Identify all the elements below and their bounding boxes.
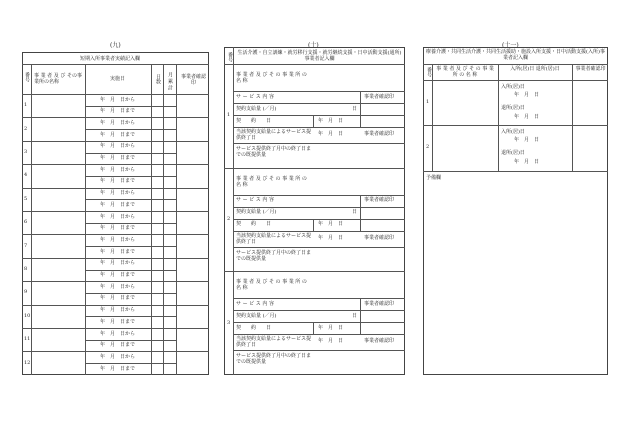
section-9-row-number: 8: [24, 266, 28, 272]
section-10-end-label: サービス提供終了月中の終了日までの既提供量: [236, 249, 312, 262]
section-10-contract-date-label: 契 約 日: [236, 221, 272, 228]
section-10-day-unit: 日: [352, 312, 358, 319]
section-9-row-number: 11: [24, 336, 31, 343]
section-10-service-label: サ ー ビ ス 内 容: [236, 197, 274, 204]
section-11-col-name: 事 業 者 及 び そ の 事 業 所 の 名 称: [436, 66, 494, 78]
section-10-name-label: 事 業 者 及 び そ の 事 業 所 の 名 称: [236, 279, 307, 292]
section-10-block-number: 2: [227, 215, 231, 222]
section-9-from-date: 年 月 日から: [100, 213, 136, 220]
section-10-stamp-label-2: 事業者確認印: [364, 131, 395, 137]
section-9-row-number: 4: [24, 172, 28, 179]
section-9-col-number: 番号: [24, 72, 30, 82]
section-9-to-date: 年 月 日まで: [100, 318, 136, 325]
section-9-from-date: 年 月 日から: [100, 353, 136, 360]
section-11-label: (十一): [502, 42, 519, 49]
section-11-col-number: 番号: [426, 67, 432, 77]
section-10-name-label: 事 業 者 及 び そ の 事 業 所 の 名 称: [236, 175, 307, 188]
section-9-title: 短期入所事業者実績記入欄: [80, 56, 141, 62]
section-9-from-date: 年 月 日から: [100, 283, 136, 290]
section-10-name-label: 事 業 者 及 び そ の 事 業 所 の 名 称: [236, 72, 307, 84]
section-11-out-label: 退所(居)日: [501, 150, 525, 156]
section-11-out-date: 年 月 日: [514, 114, 540, 120]
section-10-stamp-label: 事業者確認印: [364, 300, 395, 307]
section-10-end-date: 年 月 日: [318, 131, 344, 137]
section-9-to-date: 年 月 日まで: [100, 108, 136, 115]
section-11-in-date: 年 月 日: [514, 137, 540, 143]
section-10-day-unit: 日: [352, 105, 358, 112]
section-11-notes: 予備欄: [426, 175, 442, 181]
section-11-title: 療養介護・共同生活介護・共同生活援助・施設入所支援・日中活動支援(入所)事業者記入欄: [426, 49, 605, 61]
section-10-remaining-label: 当該契約支給量によるサービス提供終了日: [236, 129, 312, 141]
section-9-col-date: 実施日: [110, 76, 126, 82]
section-10-stamp-label-2: 事業者確認印: [364, 338, 395, 345]
section-10-contract-date-label: 契 約 日: [236, 117, 272, 124]
section-9-from-date: 年 月 日から: [100, 96, 136, 103]
section-9-to-date: 年 月 日まで: [100, 155, 136, 161]
section-11-row-number: 1: [426, 99, 430, 105]
section-9-from-date: 年 月 日から: [100, 236, 136, 243]
section-10-stamp-label: 事業者確認印: [364, 93, 395, 100]
section-9-row-number: 1: [24, 102, 28, 109]
section-11-col-stamp: 事業者確認印: [575, 66, 606, 72]
section-9-row-number: 7: [24, 242, 28, 249]
section-9-from-date: 年 月 日から: [100, 119, 136, 126]
section-10-service-label: サ ー ビ ス 内 容: [236, 300, 274, 307]
section-10-amount-label: 契約支給量 (／月): [236, 312, 277, 319]
section-9-to-date: 年 月 日まで: [100, 342, 136, 349]
section-9-row-number: 5: [24, 195, 28, 202]
section-9-col-month: 月 累 計: [167, 72, 173, 91]
section-11-in-label: 入所(居)日: [501, 129, 525, 135]
section-9-from-date: 年 月 日から: [100, 307, 136, 314]
section-9-to-date: 年 月 日まで: [100, 272, 136, 278]
section-9-row-number: 10: [24, 312, 31, 319]
section-11-out-label: 退所(居)日: [501, 105, 525, 111]
section-10-remaining-label: 当該契約支給量によるサービス提供終了日: [236, 232, 312, 245]
section-10-amount-label: 契約支給量 (／月): [236, 209, 277, 216]
section-10-contract-date: 年 月 日: [318, 221, 344, 228]
section-9-to-date: 年 月 日まで: [100, 131, 136, 138]
section-11-col-date: 入所(居)日 退所(居)日: [510, 66, 560, 72]
section-9-to-date: 年 月 日まで: [100, 295, 136, 302]
section-9-from-date: 年 月 日から: [100, 166, 136, 173]
section-10-title: 生活介護・自立訓練・就労移行支援・就労継続支援・日中活動支援(通所)事業者記入欄: [237, 50, 402, 62]
section-9-row-number: 12: [24, 359, 31, 366]
section-9-from-date: 年 月 日から: [100, 260, 136, 267]
section-9-row-number: 2: [24, 125, 28, 132]
section-10-end-label: サービス提供終了月中の終了日までの既提供量: [236, 353, 312, 366]
section-10-contract-date: 年 月 日: [318, 117, 344, 124]
section-10-label: (十): [308, 42, 319, 49]
section-9-to-date: 年 月 日まで: [100, 365, 136, 372]
section-10-amount-label: 契約支給量 (／月): [236, 105, 277, 112]
section-9-col-days: 日数: [155, 74, 161, 84]
section-9-row-number: 3: [24, 149, 28, 155]
section-10-end-date: 年 月 日: [318, 234, 344, 241]
section-10-block-number: 1: [227, 112, 231, 119]
section-10-end-date: 年 月 日: [318, 338, 344, 345]
section-10-end-label: サービス提供終了月中の終了日までの既提供量: [236, 146, 312, 158]
section-9-to-date: 年 月 日まで: [100, 225, 136, 232]
section-11-row-number: 2: [426, 144, 430, 150]
section-11-in-label: 入所(居)日: [501, 84, 525, 90]
section-10-stamp-label-2: 事業者確認印: [364, 234, 395, 241]
section-10-day-unit: 日: [352, 209, 358, 216]
section-10-stamp-label: 事業者確認印: [364, 197, 395, 204]
section-9-to-date: 年 月 日まで: [100, 178, 136, 185]
section-9-label: (九): [110, 42, 121, 49]
section-10-contract-date-label: 契 約 日: [236, 324, 272, 331]
section-11-out-date: 年 月 日: [514, 159, 540, 165]
section-10-service-label: サ ー ビ ス 内 容: [236, 93, 274, 100]
section-11-in-date: 年 月 日: [514, 92, 540, 98]
section-9-to-date: 年 月 日まで: [100, 248, 136, 255]
section-9-col-stamp: 事業者確認印: [180, 74, 206, 86]
section-9-row-number: 9: [24, 289, 28, 296]
section-10-remaining-label: 当該契約支給量によるサービス提供終了日: [236, 336, 312, 349]
section-9-row-number: 6: [24, 219, 28, 226]
section-9-to-date: 年 月 日まで: [100, 201, 136, 208]
section-10-contract-date: 年 月 日: [318, 324, 344, 331]
section-9-col-name: 事 業 者 及 び その事業所の名称: [34, 73, 82, 85]
section-10-block-number: 3: [227, 319, 231, 326]
section-9-from-date: 年 月 日から: [100, 190, 136, 197]
section-10-col-number: 番号: [227, 52, 233, 62]
section-9-from-date: 年 月 日から: [100, 330, 136, 337]
section-9-from-date: 年 月 日から: [100, 143, 136, 150]
